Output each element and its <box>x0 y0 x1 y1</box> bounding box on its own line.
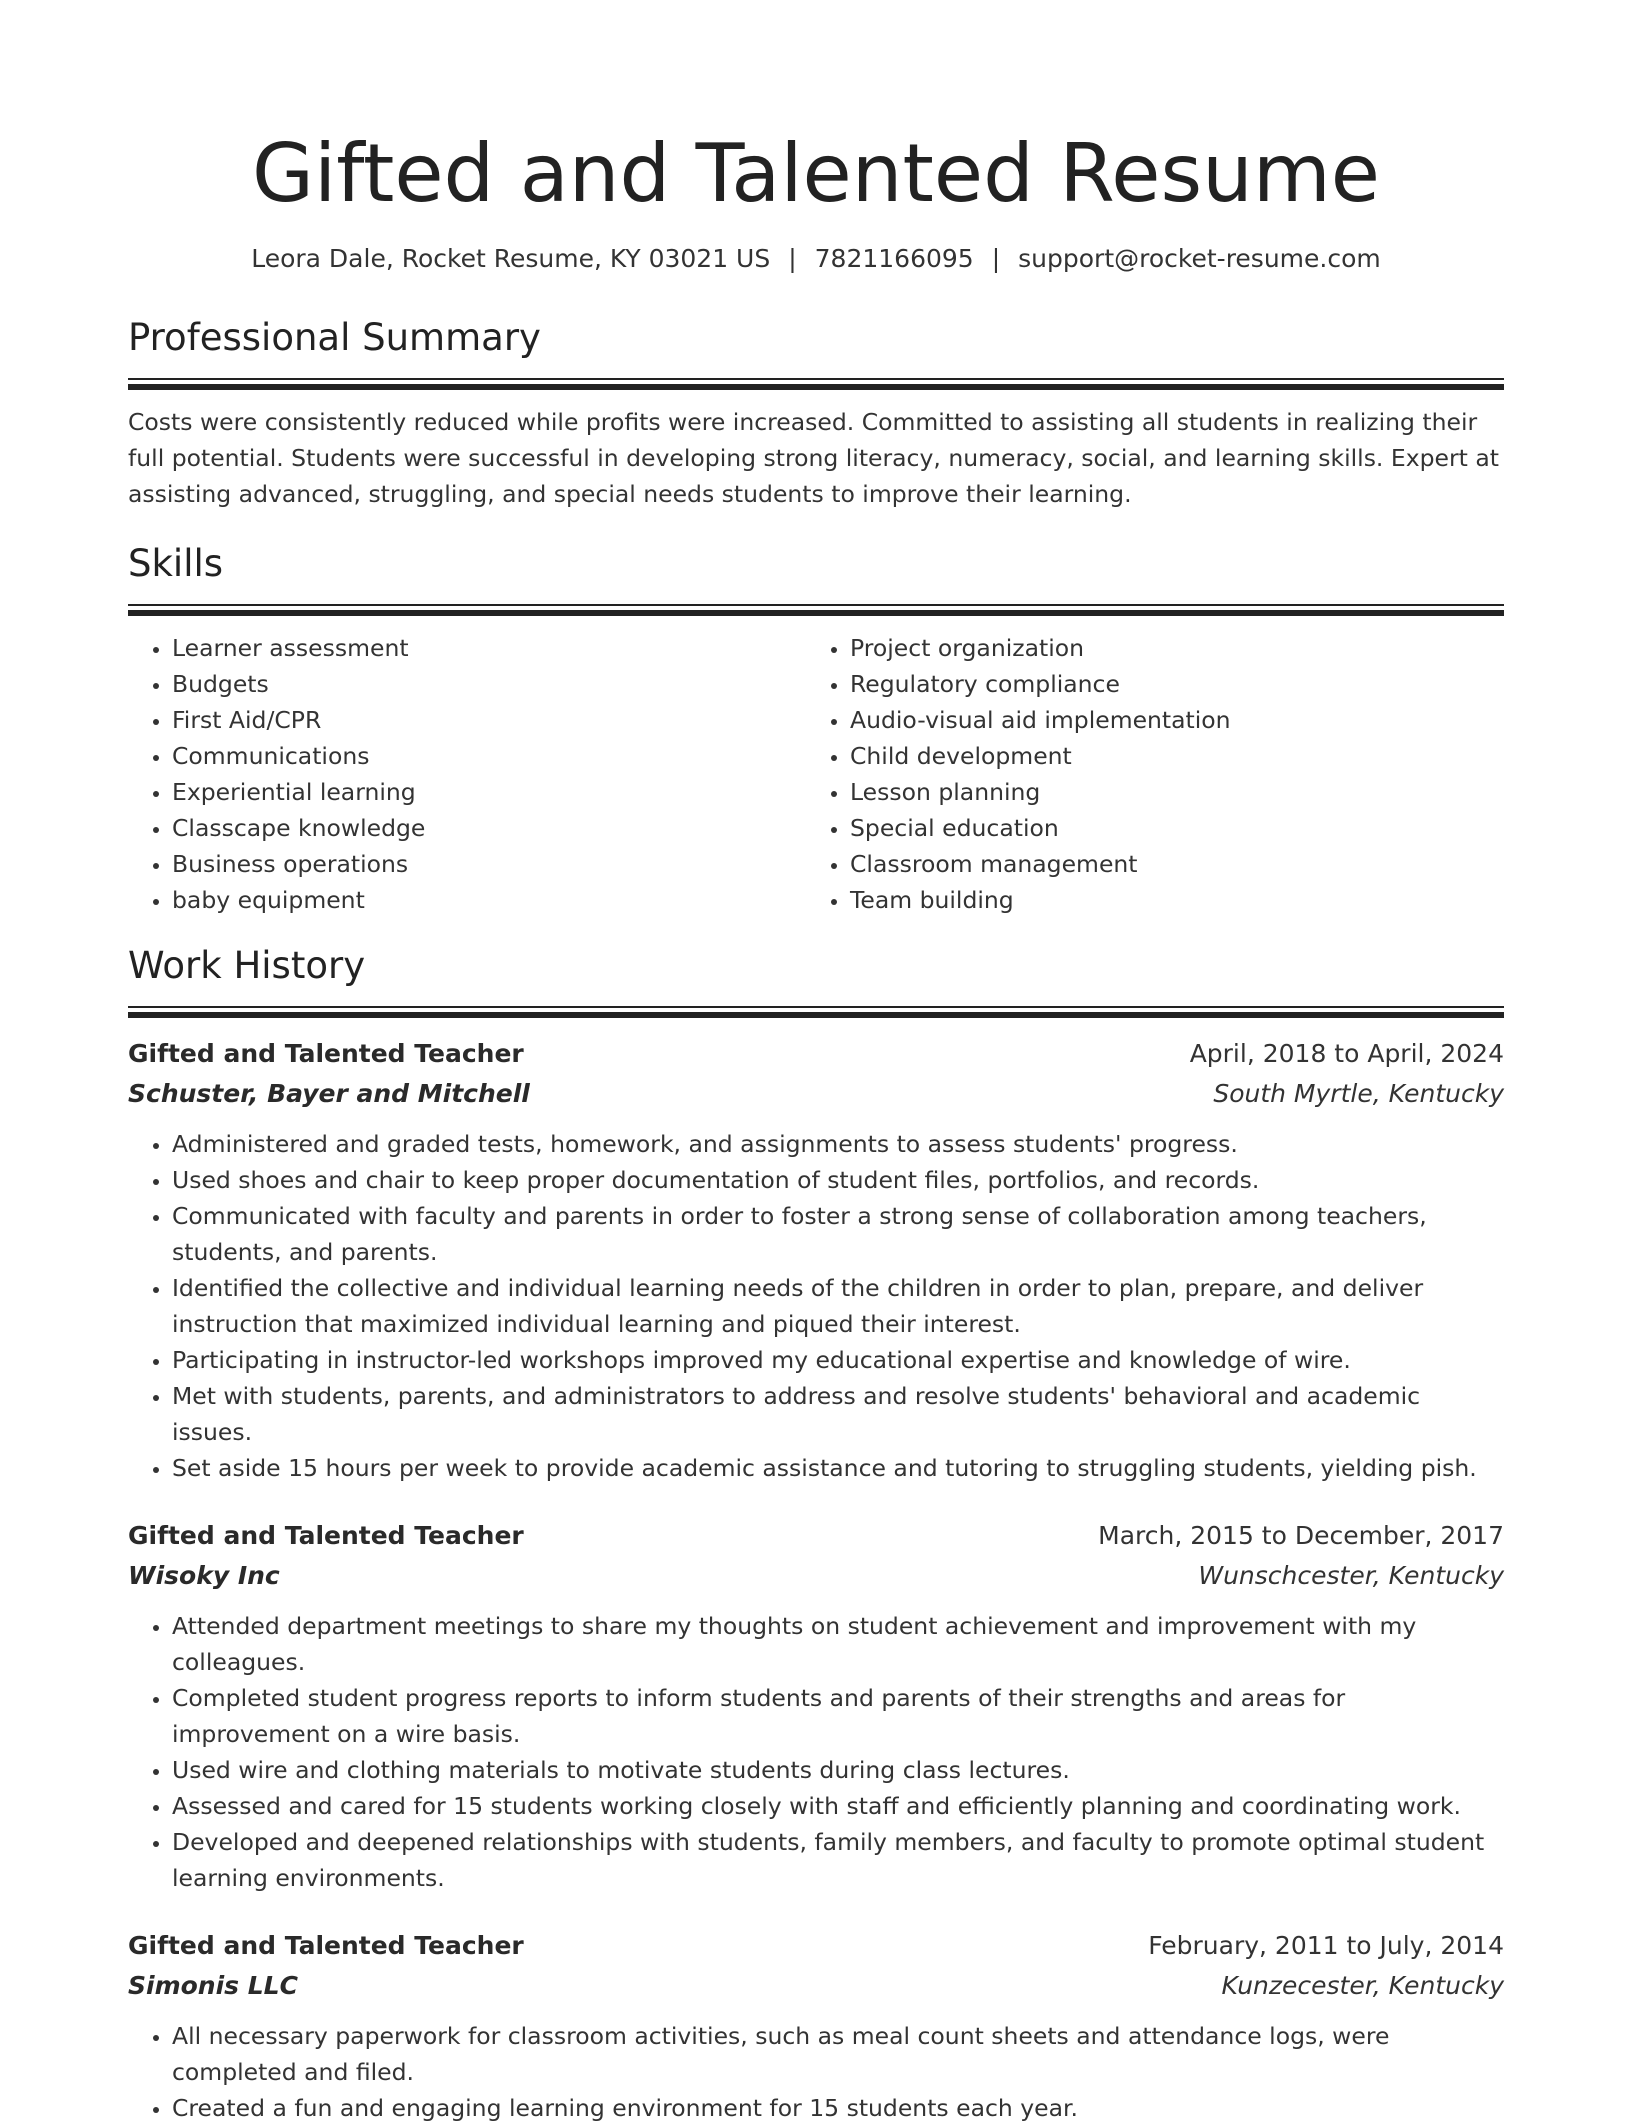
job-company: Wisoky Inc <box>128 1561 280 1590</box>
job-bullet: • Used wire and clothing materials to motivate students during class lectures. <box>172 1752 1504 1788</box>
section-divider <box>128 604 1504 616</box>
job-header-row <box>128 1034 1504 1074</box>
job-company: Schuster, Bayer and Mitchell <box>128 1079 530 1108</box>
job-bullet: • Developed and deepened relationships with students, family members, and faculty to promote optimal student learning environments. <box>172 1824 1504 1896</box>
job-bullet: • Created a fun and engaging learning environment for 15 students each year. <box>172 2090 1504 2126</box>
skill-item: • Project organization <box>850 630 1484 666</box>
job-title: Gifted and Talented Teacher <box>128 1931 524 1960</box>
skill-item: • Team building <box>850 882 1484 918</box>
skill-item: • Classroom management <box>850 846 1484 882</box>
job-entry <box>128 1516 1504 1896</box>
job-location: South Myrtle, Kentucky <box>1213 1079 1504 1108</box>
summary-text: Costs were consistently reduced while profits were increased. Committed to assisting all students in realizing their full potential. Students were successful in developing strong literacy, numeracy, social, and learning skills. Expert at assisting advanced, struggling, and special needs students to improve their learning. <box>128 408 1499 508</box>
separator: | <box>991 244 1001 273</box>
section-divider <box>128 378 1504 390</box>
resume-page <box>128 0 1504 2126</box>
skill-item: • Budgets <box>172 666 806 702</box>
job-bullet: • Administered and graded tests, homework, and assignments to assess students' progress. <box>172 1126 1504 1162</box>
job-bullet: • Used shoes and chair to keep proper documentation of student files, portfolios, and records. <box>172 1162 1504 1198</box>
section-heading-work-history: Work History <box>128 944 366 987</box>
skill-item: • Lesson planning <box>850 774 1484 810</box>
contact-address: Leora Dale, Rocket Resume, KY 03021 US <box>251 244 771 273</box>
skills-column-left <box>128 630 806 918</box>
skills-list-left <box>128 630 806 918</box>
section-heading-skills: Skills <box>128 542 224 585</box>
job-bullet: • Attended department meetings to share my thoughts on student achievement and improvement with my colleagues. <box>172 1608 1504 1680</box>
skill-item: • First Aid/CPR <box>172 702 806 738</box>
job-company-row <box>128 1074 1504 1114</box>
work-history-section <box>128 944 1504 2126</box>
job-header-row <box>128 1516 1504 1556</box>
section-divider <box>128 1006 1504 1018</box>
skill-item: • Communications <box>172 738 806 774</box>
job-bullet: • Set aside 15 hours per week to provide academic assistance and tutoring to struggling students, yielding pish. <box>172 1450 1504 1486</box>
skills-section <box>128 542 1504 918</box>
summary-section <box>128 316 1504 512</box>
skill-item: • Learner assessment <box>172 630 806 666</box>
job-location: Kunzecester, Kentucky <box>1221 1971 1504 2000</box>
job-entry <box>128 1926 1504 2126</box>
job-bullets <box>128 1126 1504 1486</box>
job-bullets <box>128 2018 1504 2126</box>
job-bullet: • All necessary paperwork for classroom activities, such as meal count sheets and attendance logs, were completed and filed. <box>172 2018 1504 2090</box>
job-bullet: • Met with students, parents, and administrators to address and resolve students' behavioral and academic issues. <box>172 1378 1504 1450</box>
job-dates: February, 2011 to July, 2014 <box>1148 1931 1504 1960</box>
skill-item: • Experiential learning <box>172 774 806 810</box>
job-bullet: • Identified the collective and individual learning needs of the children in order to plan, prepare, and deliver instruction that maximized individual learning and piqued their interest. <box>172 1270 1504 1342</box>
skills-grid <box>128 630 1504 918</box>
job-dates: April, 2018 to April, 2024 <box>1189 1039 1504 1068</box>
job-bullets <box>128 1608 1504 1896</box>
job-bullet: • Communicated with faculty and parents in order to foster a strong sense of collaboration among teachers, students, and parents. <box>172 1198 1504 1270</box>
skill-item: • Audio-visual aid implementation <box>850 702 1484 738</box>
resume-title: Gifted and Talented Resume <box>251 127 1381 220</box>
skills-list-right <box>806 630 1484 918</box>
skills-column-right <box>806 630 1484 918</box>
contact-email: support@rocket-resume.com <box>1018 244 1381 273</box>
job-title: Gifted and Talented Teacher <box>128 1521 524 1550</box>
job-bullet: • Participating in instructor-led workshops improved my educational expertise and knowledge of wire. <box>172 1342 1504 1378</box>
contact-line <box>128 242 1504 276</box>
skill-item: • baby equipment <box>172 882 806 918</box>
job-location: Wunschcester, Kentucky <box>1198 1561 1504 1590</box>
job-company: Simonis LLC <box>128 1971 298 2000</box>
skill-item: • Business operations <box>172 846 806 882</box>
job-company-row <box>128 1556 1504 1596</box>
contact-phone: 7821166095 <box>814 244 974 273</box>
job-bullet: • Assessed and cared for 15 students working closely with staff and efficiently planning and coordinating work. <box>172 1788 1504 1824</box>
job-company-row <box>128 1966 1504 2006</box>
job-header-row <box>128 1926 1504 1966</box>
separator: | <box>788 244 797 273</box>
skill-item: • Regulatory compliance <box>850 666 1484 702</box>
job-dates: March, 2015 to December, 2017 <box>1098 1521 1504 1550</box>
skill-item: • Child development <box>850 738 1484 774</box>
skill-item: • Classcape knowledge <box>172 810 806 846</box>
job-bullet: • Completed student progress reports to inform students and parents of their strengths and areas for improvement on a wire basis. <box>172 1680 1504 1752</box>
section-heading-summary: Professional Summary <box>128 316 541 359</box>
job-entry <box>128 1034 1504 1486</box>
job-title: Gifted and Talented Teacher <box>128 1039 524 1068</box>
skill-item: • Special education <box>850 810 1484 846</box>
